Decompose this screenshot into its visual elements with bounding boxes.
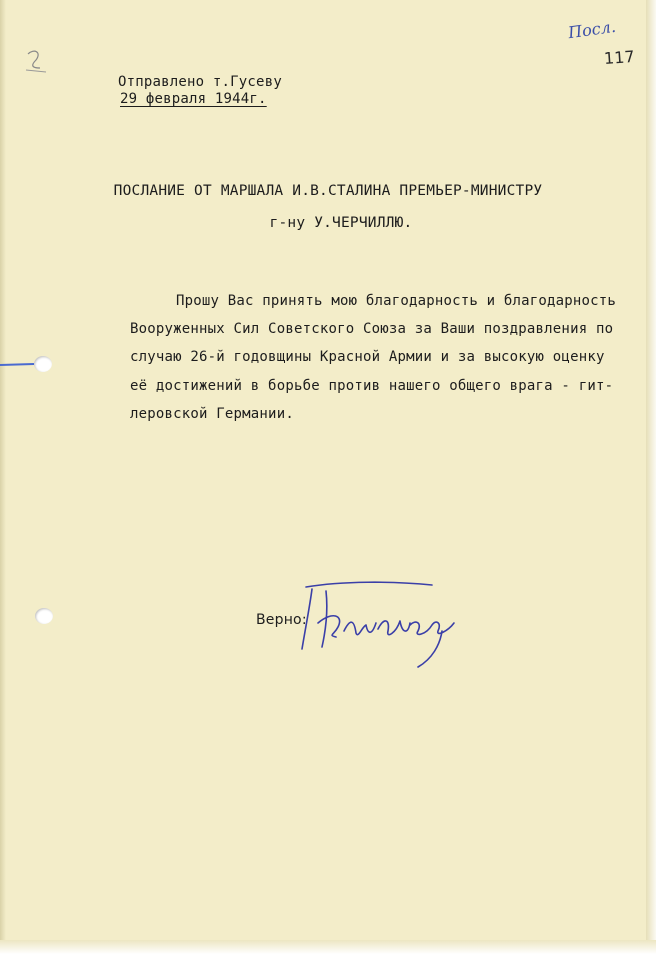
binding-thread-icon <box>0 362 36 368</box>
punch-hole-icon <box>34 356 52 372</box>
document-title-line-2: г-ну У.ЧЕРЧИЛЛЮ. <box>269 215 413 231</box>
body-line-4: её достижений в борьбе против нашего общего врага - гит- <box>130 378 614 394</box>
body-line-5: леровской Германии. <box>130 406 294 422</box>
folio-number: 117 <box>603 46 636 69</box>
document-title-line-1: ПОСЛАНИЕ ОТ МАРШАЛА И.В.СТАЛИНА ПРЕМЬЕР-МИНИСТРУ <box>113 183 543 199</box>
archive-mark: Посл. <box>566 16 617 43</box>
paper-left-edge <box>0 0 6 954</box>
certified-label: Верно: <box>256 612 307 628</box>
handwritten-signature-icon <box>292 575 472 675</box>
body-line-2: Вооруженных Сил Советского Союза за Ваши поздравления по <box>130 321 614 337</box>
punch-hole-icon <box>35 608 53 624</box>
body-line-1: Прошу Вас принять мою благодарность и благодарность <box>176 293 617 309</box>
sent-date-line: 29 февраля 1944г. <box>120 91 267 107</box>
body-line-3: случаю 26-й годовщины Красной Армии и за высокую оценку <box>130 349 605 365</box>
paper-right-edge <box>646 0 656 954</box>
pencil-corner-mark-icon <box>22 46 52 76</box>
paper-bottom-edge <box>0 940 656 954</box>
sent-to-line: Отправлено т.Гусеву <box>118 74 282 90</box>
